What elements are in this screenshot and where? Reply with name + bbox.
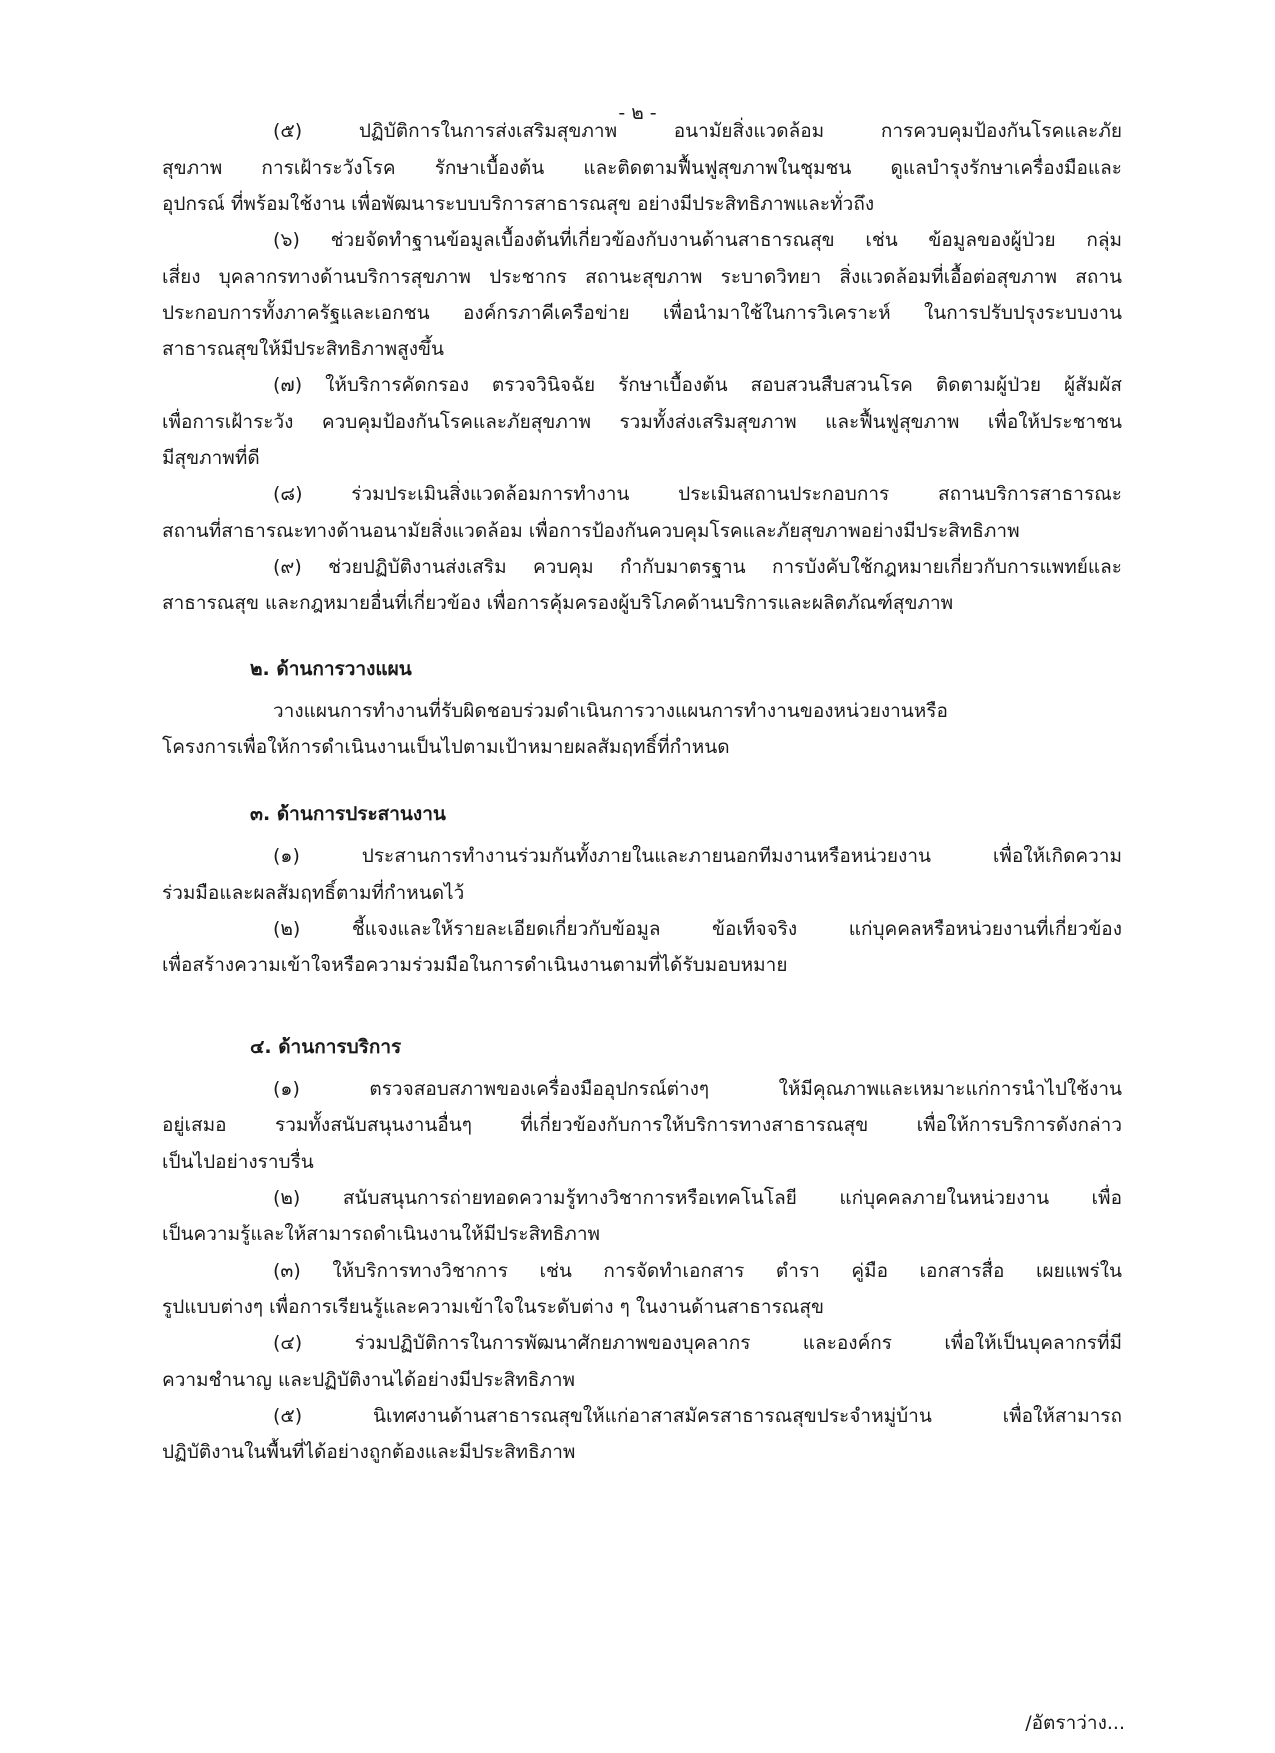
item-9-line-2: สาธารณสุข และกฎหมายอื่นที่เกี่ยวข้อง เพื่อการคุ้มครองผู้บริโภคด้านบริการและผลิตภัณฑ์สุขภาพ (162, 592, 954, 614)
section-4-item-3-line-1: (๓) ให้บริการทางวิชาการ เช่น การจัดทำเอกสาร ตำรา คู่มือ เอกสารสื่อ เผยแพร่ใน (273, 1260, 1122, 1282)
section-4-item-3-line-2: รูปแบบต่างๆ เพื่อการเรียนรู้และความเข้าใจในระดับต่าง ๆ ในงานด้านสาธารณสุข (162, 1296, 825, 1318)
section-4-item-4-line-1: (๔) ร่วมปฏิบัติการในการพัฒนาศักยภาพของบุคลากร และองค์กร เพื่อให้เป็นบุคลากรที่มี (273, 1332, 1122, 1354)
section-3-item-1-line-2: ร่วมมือและผลสัมฤทธิ์ตามที่กำหนดไว้ (162, 882, 465, 904)
item-5-line-1: (๕) ปฏิบัติการในการส่งเสริมสุขภาพ อนามัยสิ่งแวดล้อม การควบคุมป้องกันโรคและภัย (273, 120, 1122, 142)
item-5-line-3: อุปกรณ์ ที่พร้อมใช้งาน เพื่อพัฒนาระบบบริการสาธารณสุข อย่างมีประสิทธิภาพและทั่วถึง (162, 193, 875, 215)
item-8-line-1: (๘) ร่วมประเมินสิ่งแวดล้อมการทำงาน ประเมินสถานประกอบการ สถานบริการสาธารณะ (273, 483, 1122, 505)
section-4-item-2-line-2: เป็นความรู้และให้สามารถดำเนินงานให้มีประสิทธิภาพ (162, 1223, 601, 1245)
continuation-note: /อัตราว่าง... (1025, 1712, 1125, 1734)
item-8-line-2: สถานที่สาธารณะทางด้านอนามัยสิ่งแวดล้อม เพื่อการป้องกันควบคุมโรคและภัยสุขภาพอย่างมีประสิทธิภาพ (162, 520, 1020, 542)
item-7-line-3: มีสุขภาพที่ดี (162, 447, 260, 469)
section-2-line-1: วางแผนการทำงานที่รับผิดชอบร่วมดำเนินการวางแผนการทำงานของหน่วยงานหรือ (273, 700, 948, 722)
item-6-line-1: (๖) ช่วยจัดทำฐานข้อมูลเบื้องต้นที่เกี่ยวข้องกับงานด้านสาธารณสุข เช่น ข้อมูลของผู้ป่วย กลุ่ม (273, 229, 1122, 251)
section-3-heading: ๓. ด้านการประสานงาน (250, 803, 446, 825)
section-2-heading: ๒. ด้านการวางแผน (250, 658, 412, 680)
item-7-line-2: เพื่อการเฝ้าระวัง ควบคุมป้องกันโรคและภัยสุขภาพ รวมทั้งส่งเสริมสุขภาพ และฟื้นฟูสุขภาพ เพื่อให้ประชาชน (162, 411, 1122, 433)
section-4-item-2-line-1: (๒) สนับสนุนการถ่ายทอดความรู้ทางวิชาการหรือเทคโนโลยี แก่บุคคลภายในหน่วยงาน เพื่อ (273, 1187, 1122, 1209)
item-9-line-1: (๙) ช่วยปฏิบัติงานส่งเสริม ควบคุม กำกับมาตรฐาน การบังคับใช้กฎหมายเกี่ยวกับการแพทย์และ (273, 556, 1122, 578)
section-3-item-1-line-1: (๑) ประสานการทำงานร่วมกันทั้งภายในและภายนอกทีมงานหรือหน่วยงาน เพื่อให้เกิดความ (273, 845, 1122, 867)
item-6-line-3: ประกอบการทั้งภาครัฐและเอกชน องค์กรภาคีเครือข่าย เพื่อนำมาใช้ในการวิเคราะห์ ในการปรับปรุงระบบงาน (162, 302, 1122, 324)
item-6-line-2: เสี่ยง บุคลากรทางด้านบริการสุขภาพ ประชากร สถานะสุขภาพ ระบาดวิทยา สิ่งแวดล้อมที่เอื้อต่อสุขภาพ สถาน (162, 266, 1122, 288)
item-6-line-4: สาธารณสุขให้มีประสิทธิภาพสูงขึ้น (162, 338, 445, 360)
section-4-item-5-line-1: (๕) นิเทศงานด้านสาธารณสุขให้แก่อาสาสมัครสาธารณสุขประจำหมู่บ้าน เพื่อให้สามารถ (273, 1405, 1122, 1427)
page-number: - ๒ - (618, 102, 657, 124)
item-7-line-1: (๗) ให้บริการคัดกรอง ตรวจวินิจฉัย รักษาเบื้องต้น สอบสวนสืบสวนโรค ติดตามผู้ป่วย ผู้สัมผัส (273, 374, 1122, 396)
section-2-line-2: โครงการเพื่อให้การดำเนินงานเป็นไปตามเป้าหมายผลสัมฤทธิ์ที่กำหนด (162, 736, 730, 758)
section-3-item-2-line-2: เพื่อสร้างความเข้าใจหรือความร่วมมือในการดำเนินงานตามที่ได้รับมอบหมาย (162, 954, 788, 976)
section-4-heading: ๔. ด้านการบริการ (250, 1036, 402, 1058)
section-4-item-1-line-2: อยู่เสมอ รวมทั้งสนับสนุนงานอื่นๆ ที่เกี่ยวข้องกับการให้บริการทางสาธารณสุข เพื่อให้การบริการดังกล่าว (162, 1114, 1122, 1136)
section-4-item-4-line-2: ความชำนาญ และปฏิบัติงานได้อย่างมีประสิทธิภาพ (162, 1369, 576, 1391)
section-4-item-1-line-1: (๑) ตรวจสอบสภาพของเครื่องมืออุปกรณ์ต่างๆ ให้มีคุณภาพและเหมาะแก่การนำไปใช้งาน (273, 1078, 1122, 1100)
item-5-line-2: สุขภาพ การเฝ้าระวังโรค รักษาเบื้องต้น และติดตามฟื้นฟูสุขภาพในชุมชน ดูแลบำรุงรักษาเครื่องมือและ (162, 157, 1122, 179)
section-4-item-5-line-2: ปฏิบัติงานในพื้นที่ได้อย่างถูกต้องและมีประสิทธิภาพ (162, 1441, 576, 1463)
section-3-item-2-line-1: (๒) ชี้แจงและให้รายละเอียดเกี่ยวกับข้อมูล ข้อเท็จจริง แก่บุคคลหรือหน่วยงานที่เกี่ยวข้อง (273, 918, 1122, 940)
section-4-item-1-line-3: เป็นไปอย่างราบรื่น (162, 1151, 314, 1173)
